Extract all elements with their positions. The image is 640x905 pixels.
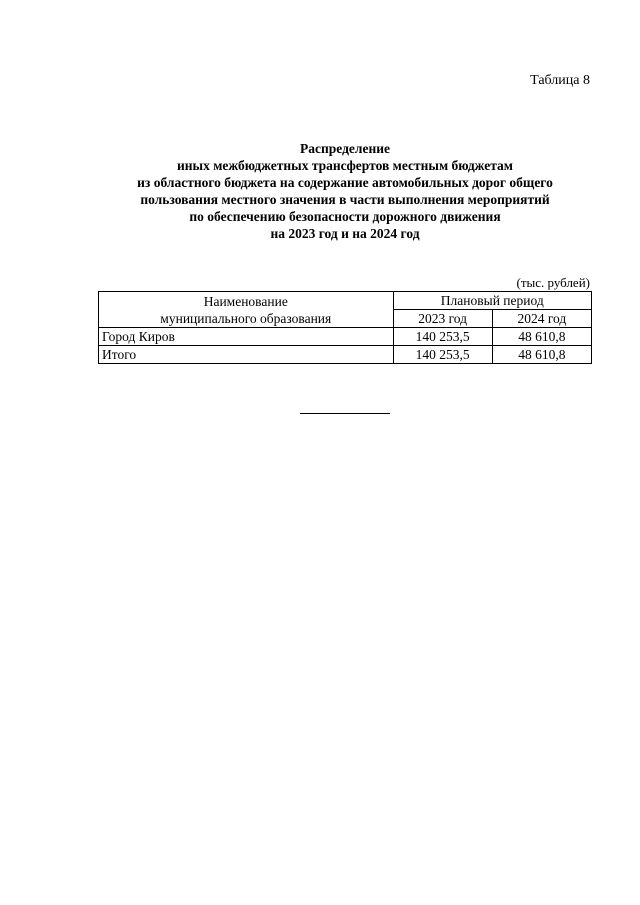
table-number: Таблица 8 bbox=[530, 73, 590, 88]
column-header-period: Плановый период bbox=[393, 292, 591, 310]
row-value-2024: 48 610,8 bbox=[492, 346, 591, 364]
title-line: из областного бюджета на содержание автомобильных дорог общего bbox=[137, 175, 553, 190]
title-line: Распределение bbox=[299, 141, 391, 156]
row-value-2023: 140 253,5 bbox=[393, 328, 492, 346]
title-line: иных межбюджетных трансфертов местным бюджетам bbox=[177, 158, 513, 173]
column-header-year: 2024 год bbox=[492, 310, 591, 328]
title-line: пользования местного значения в части выполнения мероприятий bbox=[140, 192, 550, 207]
column-header-year: 2023 год bbox=[393, 310, 492, 328]
separator-line bbox=[300, 413, 390, 414]
header-name-line: муниципального образования bbox=[160, 310, 332, 326]
row-value-2023: 140 253,5 bbox=[393, 346, 492, 364]
row-value-2024: 48 610,8 bbox=[492, 328, 591, 346]
title-line: на 2023 год и на 2024 год bbox=[270, 226, 420, 241]
row-name: Город Киров bbox=[99, 328, 394, 346]
header-name-line: Наименование bbox=[203, 293, 288, 309]
column-header-name bbox=[99, 292, 394, 328]
units-label: (тыс. рублей) bbox=[516, 275, 590, 290]
table-row bbox=[99, 328, 592, 346]
table-row-total bbox=[99, 346, 592, 364]
row-name: Итого bbox=[99, 346, 394, 364]
title-line: по обеспечению безопасности дорожного движения bbox=[189, 209, 501, 224]
distribution-table bbox=[98, 291, 592, 364]
table-header-row bbox=[99, 292, 592, 310]
document-title bbox=[100, 140, 590, 242]
